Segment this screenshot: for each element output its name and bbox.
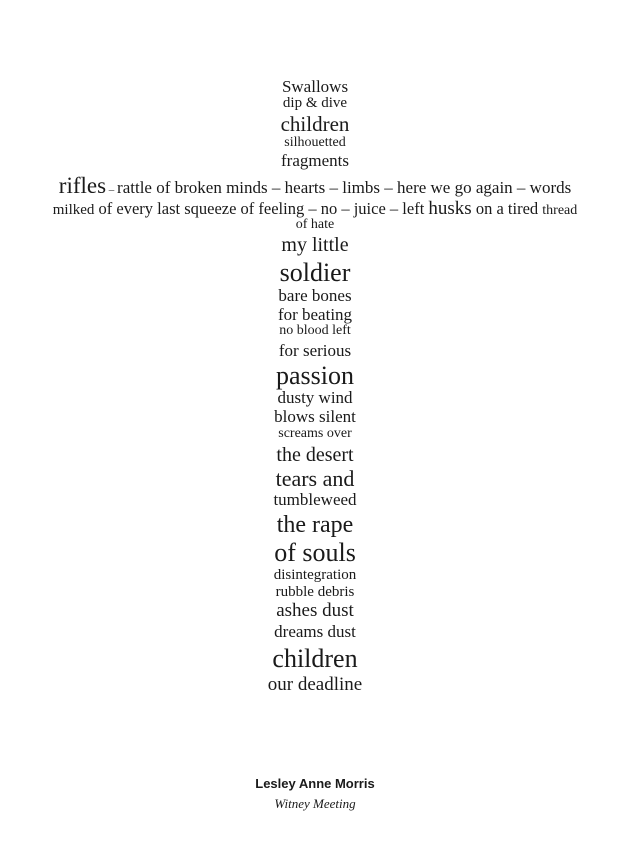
poem-line: children (280, 112, 350, 136)
poem-word: of every last squeeze of feeling – no – juice – left (94, 199, 429, 218)
poem-line: for serious (278, 341, 352, 360)
poem-line: our deadline (267, 674, 363, 695)
poem-line: of hate (295, 217, 335, 232)
poem-line: Swallows (281, 77, 349, 96)
poem-line: tears and (275, 466, 355, 491)
poem-line: dip & dive (282, 95, 348, 111)
poem-word: husks (428, 198, 472, 219)
poem-line: disintegration (273, 567, 357, 583)
poem-word: thread (542, 203, 578, 218)
poem-line: of souls (274, 538, 356, 567)
poem-line: rubble debris (275, 584, 355, 600)
poem-line: my little (281, 234, 349, 256)
poem-line (0, 174, 630, 197)
poem-line: for beating (277, 305, 353, 324)
poem-line: the desert (276, 444, 354, 466)
poem-line: silhouetted (284, 135, 346, 150)
poem-line (0, 199, 630, 218)
poem-line: fragments (281, 151, 349, 170)
poem-line: no blood left (279, 323, 351, 338)
poem-line: screams over (278, 426, 352, 441)
poem-word: on a tired (471, 199, 543, 218)
poem-line: tumbleweed (273, 490, 357, 509)
poem-word: rattle of broken minds – hearts – limbs – here we go again – words (117, 178, 572, 197)
poem-line: children (272, 644, 358, 673)
poem-line: dusty wind (277, 388, 353, 407)
poem-line: blows silent (274, 407, 356, 426)
poem-line: ashes dust (276, 600, 354, 621)
poem-word: rifles (58, 173, 107, 198)
author-name: Lesley Anne Morris (255, 776, 375, 791)
author-meeting: Witney Meeting (274, 796, 356, 811)
poem-line: bare bones (278, 286, 352, 305)
poem-line: soldier (279, 258, 351, 287)
poem-word: milked (52, 202, 95, 218)
poem-line: dreams dust (274, 622, 356, 641)
poem-line: passion (276, 361, 354, 390)
poem-line: the rape (276, 512, 354, 538)
poem-word: – (106, 184, 118, 196)
